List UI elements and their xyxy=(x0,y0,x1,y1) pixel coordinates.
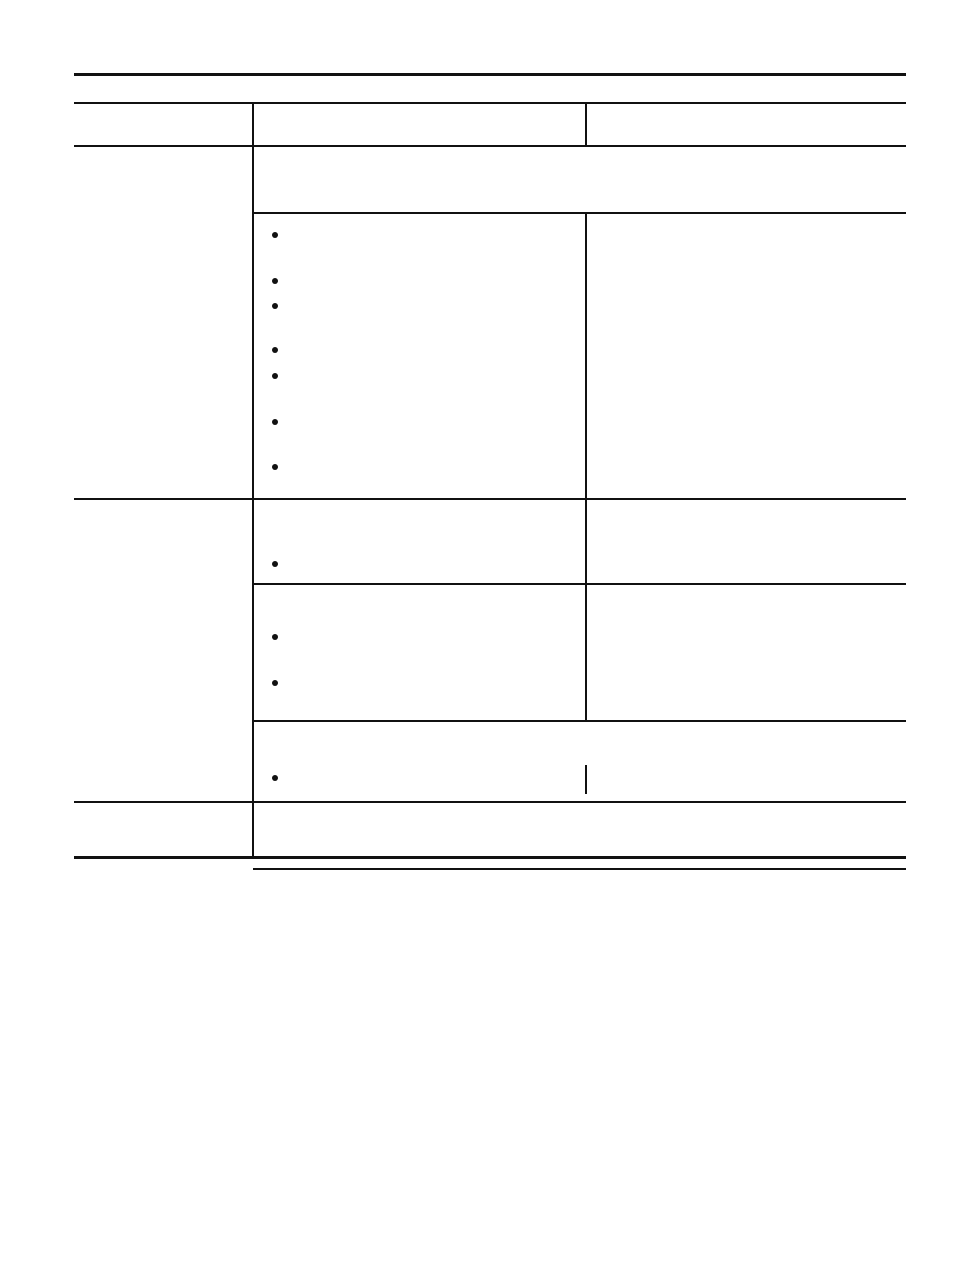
group-divider xyxy=(253,868,906,870)
cause-action-divider xyxy=(585,499,587,720)
condition-column-divider xyxy=(252,102,254,856)
cause-action-divider xyxy=(585,765,587,794)
header-bottom-rule xyxy=(74,145,906,147)
title-rule xyxy=(74,73,906,76)
section-divider xyxy=(74,801,906,803)
group-divider xyxy=(253,720,906,722)
group-divider xyxy=(253,583,906,585)
cause-action-divider xyxy=(585,212,587,498)
section-divider xyxy=(74,498,906,500)
table-top-rule xyxy=(74,102,906,104)
header-cause-action-divider xyxy=(585,104,587,145)
table-bottom-rule xyxy=(74,856,906,859)
group-divider xyxy=(253,212,906,214)
